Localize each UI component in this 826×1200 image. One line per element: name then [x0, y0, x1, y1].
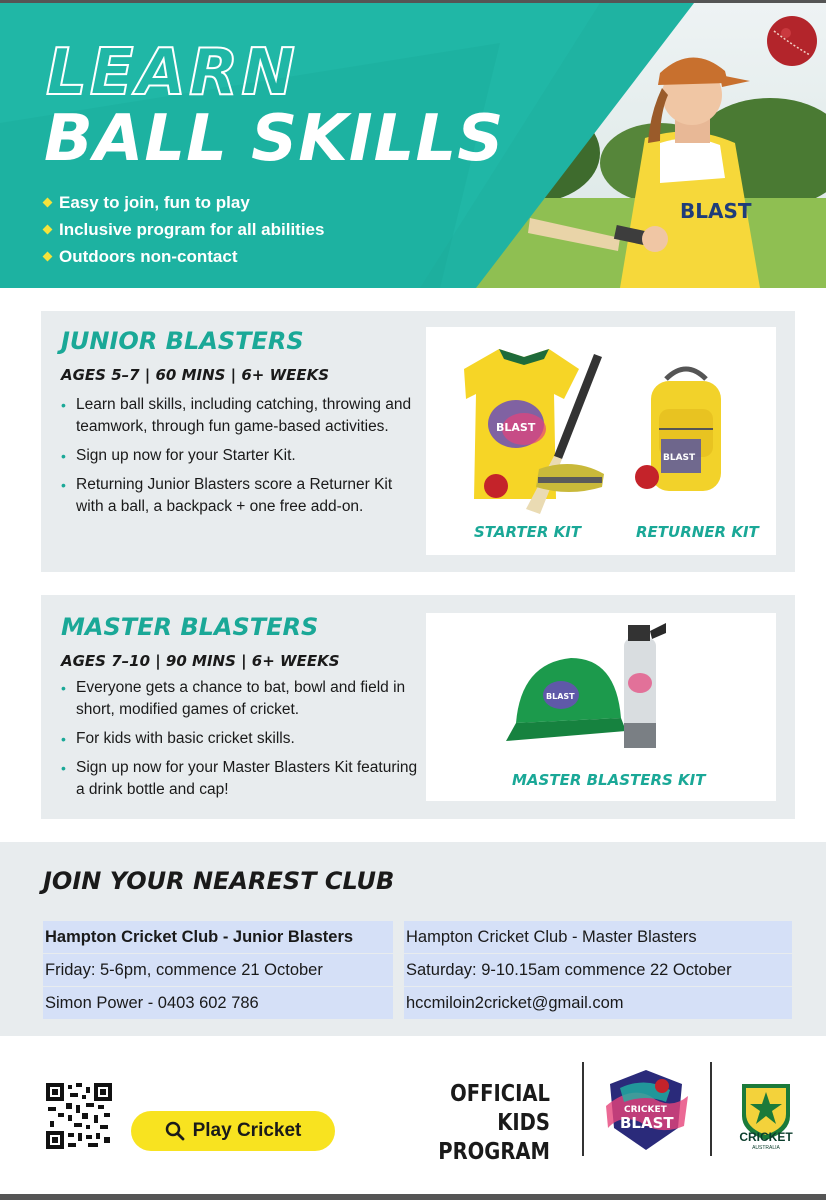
cricket-ball-icon — [766, 15, 818, 67]
qr-code-icon[interactable] — [46, 1083, 112, 1149]
junior-blasters-panel — [41, 311, 795, 572]
master-title: MASTER BLASTERS — [61, 613, 319, 641]
search-icon — [165, 1121, 185, 1141]
play-cricket-search-button[interactable] — [131, 1111, 335, 1151]
master-kit-image — [506, 623, 686, 753]
master-blasters-panel — [41, 595, 795, 819]
divider — [710, 1062, 712, 1156]
master-kit-label: MASTER BLASTERS KIT — [512, 771, 706, 789]
hero-title-learn: LEARN — [46, 36, 298, 110]
junior-title: JUNIOR BLASTERS — [61, 327, 304, 355]
hero-bullet: Outdoors non-contact — [44, 243, 324, 270]
club-section — [0, 842, 826, 1036]
master-subtitle: AGES 7–10 | 90 MINS | 6+ WEEKS — [61, 652, 340, 670]
list-item: • Learn ball skills, including catching, throwing and teamwork, through fun game-based activities. — [59, 394, 419, 438]
list-item: • Sign up now for your Starter Kit. — [59, 445, 419, 467]
master-points — [59, 677, 419, 808]
diamond-bullet-icon — [43, 252, 53, 262]
footer — [0, 1036, 826, 1194]
cricket-australia-country: AUSTRALIA — [752, 1145, 780, 1151]
hero-bullet: Easy to join, fun to play — [44, 189, 324, 216]
returner-kit-label: RETURNER KIT — [636, 523, 759, 541]
junior-club-info — [43, 921, 393, 1020]
svg-text:CRICKET: CRICKET — [624, 1105, 667, 1115]
hero-bullet-list — [44, 189, 324, 270]
list-item: • Everyone gets a chance to bat, bowl and field in short, modified games of cricket. — [59, 677, 419, 721]
hero-banner — [0, 3, 826, 288]
diamond-bullet-icon — [43, 198, 53, 208]
frame-bottom-border — [0, 1194, 826, 1200]
hero-bullet: Inclusive program for all abilities — [44, 216, 324, 243]
svg-text:BLAST: BLAST — [663, 453, 696, 463]
starter-kit-image — [444, 339, 614, 514]
diamond-bullet-icon — [43, 225, 53, 235]
svg-text:BLAST: BLAST — [680, 199, 752, 223]
svg-text:BLAST: BLAST — [620, 1114, 674, 1132]
starter-kit-label: STARTER KIT — [474, 523, 582, 541]
junior-kits-box — [426, 327, 776, 555]
list-item: • For kids with basic cricket skills. — [59, 728, 419, 750]
club-contact[interactable]: Simon Power - 0403 602 786 — [43, 987, 393, 1020]
club-heading: JOIN YOUR NEAREST CLUB — [43, 867, 395, 895]
cricket-australia-name: CRICKET — [739, 1130, 793, 1144]
play-cricket-label: Play Cricket — [192, 1120, 302, 1141]
club-schedule: Saturday: 9-10.15am commence 22 October — [404, 954, 792, 987]
list-item: • Sign up now for your Master Blasters Kit featuring a drink bottle and cap! — [59, 757, 419, 801]
svg-text:BLAST: BLAST — [496, 421, 536, 434]
club-name: Hampton Cricket Club - Junior Blasters — [43, 921, 393, 954]
club-name: Hampton Cricket Club - Master Blasters — [404, 921, 792, 954]
master-kit-box — [426, 613, 776, 801]
official-kids-program-text: OFFICIAL KIDS PROGRAM — [438, 1081, 550, 1165]
hero-title-ball-skills: BALL SKILLS — [44, 102, 505, 176]
master-club-info — [404, 921, 792, 1020]
junior-points — [59, 394, 419, 525]
svg-text:BLAST: BLAST — [546, 692, 575, 701]
club-schedule: Friday: 5-6pm, commence 21 October — [43, 954, 393, 987]
junior-subtitle: AGES 5–7 | 60 MINS | 6+ WEEKS — [61, 366, 330, 384]
club-email[interactable]: hccmiloin2cricket@gmail.com — [404, 987, 792, 1020]
divider — [582, 1062, 584, 1156]
returner-kit-image — [631, 359, 741, 499]
cricket-blast-logo — [600, 1066, 692, 1154]
list-item: • Returning Junior Blasters score a Returner Kit with a ball, a backpack + one free add-on. — [59, 474, 419, 518]
